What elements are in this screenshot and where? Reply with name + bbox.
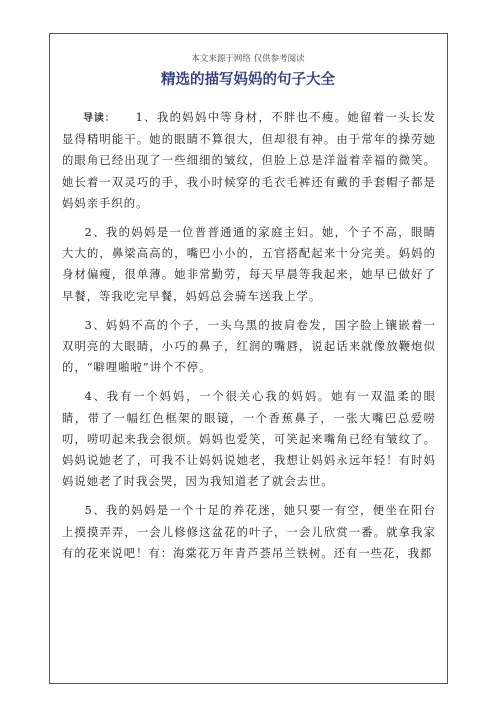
source-note: 本文来源于网络 仅供参考阅读 xyxy=(191,54,305,64)
paragraph-5: 5、我的妈妈是一个十足的养花迷，她只要一有空，便坐在阳台上摸摸弄弄，一会儿修修这盆花的叶子，一会儿欣赏一番。就拿我家有的花来说吧！有：海棠花万年青芦荟吊兰铁树。还有一些花，我都 xyxy=(62,504,436,560)
document-body xyxy=(62,107,436,564)
lead-label: 导读： xyxy=(83,113,116,124)
document-title: 精选的描写妈妈的句子大全 xyxy=(161,72,335,88)
paragraph-3: 3、妈妈不高的个子，一头乌黑的披肩卷发，国字脸上镶嵌着一双明亮的大眼睛，小巧的鼻子，红润的嘴唇，说起话来就像放鞭炮似的，“噼哩啪啦”讲个不停。 xyxy=(62,318,436,375)
paragraph-1 xyxy=(62,107,436,214)
paragraph-4: 4、我有一个妈妈，一个很关心我的妈妈。她有一双温柔的眼睛，带了一幅红色框架的眼镜，一个香蕉鼻子，一张大嘴巴总爱唠叨，唠叨起来我会很烦。妈妈也爱笑，可笑起来嘴角已经有皱纹了。妈妈说她老了，可我不让妈妈说她老，我想让妈妈永远年轻！有时妈妈说她老了时我会哭，因为我知道老了就会去世。 xyxy=(62,390,436,489)
paragraph-text: 1、我的妈妈中等身材，不胖也不瘦。她留着一头长发显得精明能干。她的眼睛不算很大，但却很有神。由于常年的操劳她的眼角已经出现了一些细细的皱纹，但脸上总是洋溢着幸福的微笑。她长着一双灵巧的手，我小时候穿的毛衣毛裤还有戴的手套帽子都是妈妈亲手织的。 xyxy=(62,111,437,210)
paragraph-2: 2、我的妈妈是一位普普通通的家庭主妇。她，个子不高，眼睛大大的，鼻梁高高的，嘴巴小小的，五官搭配起来十分完美。妈妈的身材偏瘦，很单薄。她非常勤劳，每天早晨等我起来，她早已做好了早餐，等我吃完早餐，妈妈总会骑车送我上学。 xyxy=(62,226,436,303)
